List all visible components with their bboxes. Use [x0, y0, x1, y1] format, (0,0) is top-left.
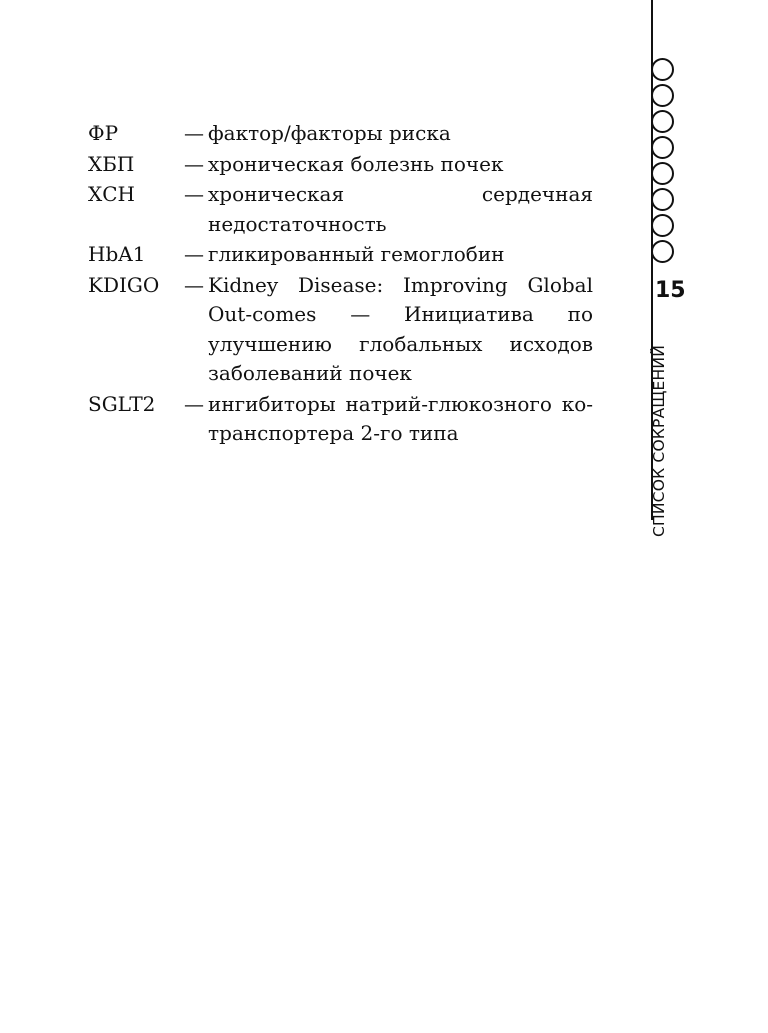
- circle-marker: [651, 188, 674, 211]
- abbreviation-list: [88, 119, 593, 450]
- abbreviation-term: ФР: [88, 121, 119, 145]
- circle-marker: [651, 110, 674, 133]
- abbreviation-definition: ингибиторы натрий-глюкозного ко-транспортера 2-го типа: [208, 391, 593, 445]
- abbreviation-dash: —: [184, 391, 204, 416]
- circle-marker: [651, 240, 674, 263]
- abbreviation-dash: —: [184, 242, 204, 266]
- abbreviation-dash: —: [184, 121, 204, 145]
- abbreviation-dash: —: [184, 182, 204, 206]
- abbreviation-row: [88, 271, 593, 389]
- abbreviation-term: KDIGO: [88, 272, 160, 297]
- abbreviation-term: ХБП: [88, 151, 135, 176]
- abbreviation-dash: —: [184, 151, 204, 176]
- abbreviation-term: ХСН: [88, 182, 135, 206]
- circle-marker: [651, 136, 674, 159]
- circle-marker: [651, 84, 674, 107]
- abbreviation-definition: хроническая болезнь почек: [208, 151, 504, 176]
- circle-marker: [651, 58, 674, 81]
- abbreviation-term: SGLT2: [88, 391, 156, 416]
- abbreviation-row: [88, 390, 593, 449]
- circle-marker: [651, 162, 674, 185]
- abbreviation-term: HbA1: [88, 242, 146, 266]
- abbreviation-row: [88, 180, 593, 239]
- abbreviation-dash: —: [184, 272, 204, 297]
- abbreviation-definition: фактор/факторы риска: [208, 121, 451, 145]
- abbreviation-definition: Kidney Disease: Improving Global Out-comes — Инициатива по улучшению глобальных исходов заболеваний почек: [208, 272, 593, 385]
- page-number: 15: [655, 278, 686, 303]
- abbreviation-row: [88, 150, 593, 180]
- section-title: СПИСОК СОКРАЩЕНИЙ: [650, 345, 668, 537]
- abbreviation-definition: хроническая сердечная недостаточность: [208, 182, 593, 236]
- abbreviation-row: [88, 119, 593, 149]
- abbreviation-row: [88, 240, 593, 270]
- circle-marker: [651, 214, 674, 237]
- abbreviation-definition: гликированный гемоглобин: [208, 242, 505, 266]
